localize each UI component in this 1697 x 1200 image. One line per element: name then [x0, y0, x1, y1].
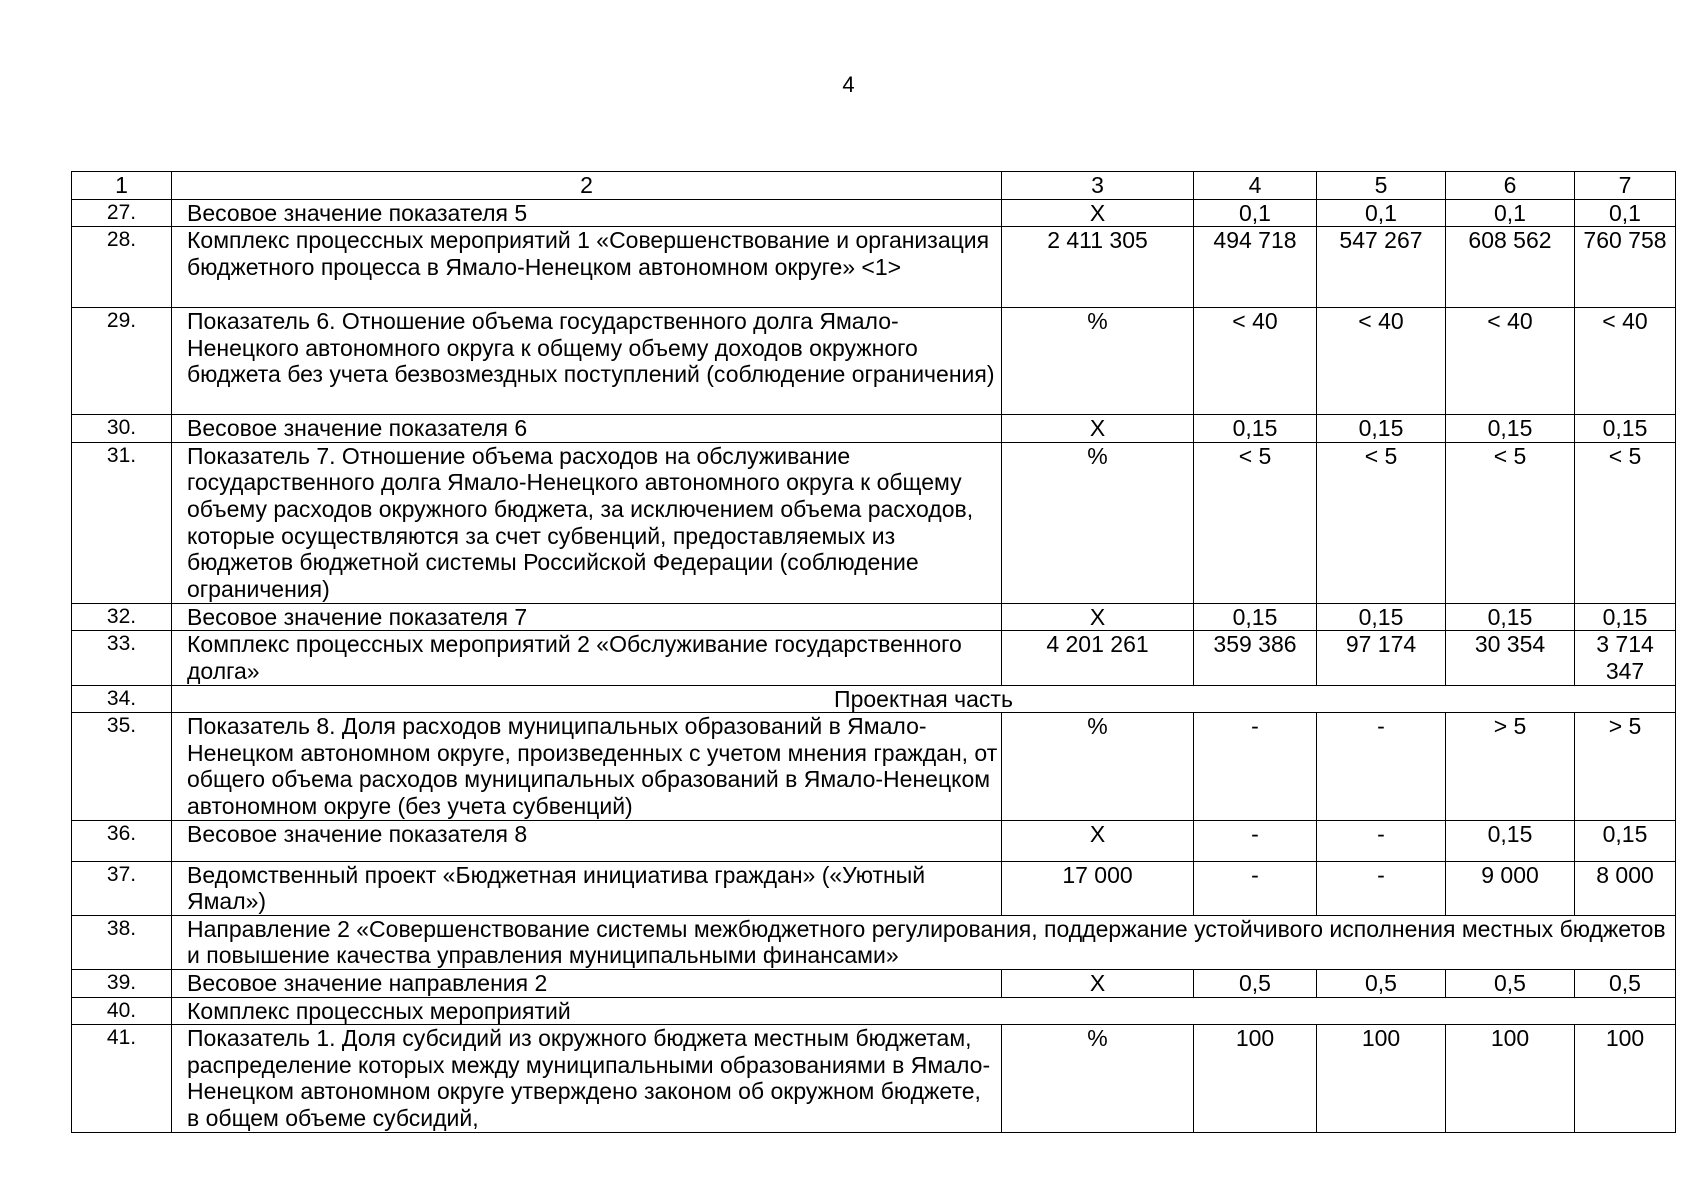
row-col3: % — [1002, 713, 1194, 820]
row-col3: X — [1002, 820, 1194, 861]
table-row — [72, 603, 1676, 631]
row-col5: 100 — [1317, 1025, 1446, 1133]
table-row — [72, 861, 1676, 915]
row-col3: X — [1002, 603, 1194, 631]
row-number: 40. — [72, 997, 172, 1025]
table-row — [72, 308, 1676, 415]
row-col4: 100 — [1194, 1025, 1317, 1133]
row-name: Весовое значение показателя 6 — [172, 415, 1002, 443]
row-col5: - — [1317, 861, 1446, 915]
row-col3: 4 201 261 — [1002, 631, 1194, 685]
header-cell: 4 — [1194, 172, 1317, 200]
row-col7: 100 — [1575, 1025, 1676, 1133]
row-name: Комплекс процессных мероприятий 1 «Совершенствование и организация бюджетного процесса в Ямало-Ненецком автономном округе» <1> — [172, 227, 1002, 308]
header-cell: 3 — [1002, 172, 1194, 200]
row-col5: - — [1317, 713, 1446, 820]
table-row — [72, 1025, 1676, 1133]
row-number: 28. — [72, 227, 172, 308]
row-col3: X — [1002, 199, 1194, 227]
row-col4: 359 386 — [1194, 631, 1317, 685]
row-col6: 608 562 — [1446, 227, 1575, 308]
row-col6: < 40 — [1446, 308, 1575, 415]
row-col4: 0,15 — [1194, 603, 1317, 631]
row-number: 29. — [72, 308, 172, 415]
row-name: Весовое значение показателя 7 — [172, 603, 1002, 631]
table-row — [72, 713, 1676, 820]
row-number: 27. — [72, 199, 172, 227]
row-col3: 2 411 305 — [1002, 227, 1194, 308]
row-col5: 97 174 — [1317, 631, 1446, 685]
row-col5: 0,15 — [1317, 415, 1446, 443]
table-row — [72, 442, 1676, 603]
row-col3: % — [1002, 442, 1194, 603]
row-number: 39. — [72, 969, 172, 997]
table-row — [72, 199, 1676, 227]
row-col7: 0,15 — [1575, 820, 1676, 861]
row-name: Показатель 8. Доля расходов муниципальных образований в Ямало-Ненецком автономном округе, произведенных с учетом мнения граждан, от общего объема расходов муниципальных образований в Ямало-Ненецком автономном округе (без учета субвенций) — [172, 713, 1002, 820]
row-col6: < 5 — [1446, 442, 1575, 603]
row-col6: 0,15 — [1446, 603, 1575, 631]
row-col6: 100 — [1446, 1025, 1575, 1133]
section-title: Проектная часть — [172, 685, 1676, 713]
table-row — [72, 227, 1676, 308]
row-col7: < 40 — [1575, 308, 1676, 415]
row-col3: % — [1002, 1025, 1194, 1133]
header-cell: 1 — [72, 172, 172, 200]
row-number: 37. — [72, 861, 172, 915]
row-col6: 9 000 — [1446, 861, 1575, 915]
row-col6: > 5 — [1446, 713, 1575, 820]
table-row — [72, 685, 1676, 713]
row-col4: < 40 — [1194, 308, 1317, 415]
row-col6: 0,1 — [1446, 199, 1575, 227]
row-col5: 0,15 — [1317, 603, 1446, 631]
row-number: 30. — [72, 415, 172, 443]
row-col7: > 5 — [1575, 713, 1676, 820]
row-name: Весовое значение показателя 8 — [172, 820, 1002, 861]
table-row — [72, 997, 1676, 1025]
row-col7: 0,1 — [1575, 199, 1676, 227]
page-number: 4 — [842, 72, 855, 97]
table-row — [72, 969, 1676, 997]
table-row — [72, 415, 1676, 443]
table-row — [72, 915, 1676, 969]
row-name: Весовое значение показателя 5 — [172, 199, 1002, 227]
row-number: 36. — [72, 820, 172, 861]
row-number: 34. — [72, 685, 172, 713]
header-cell: 2 — [172, 172, 1002, 200]
row-name: Показатель 6. Отношение объема государственного долга Ямало-Ненецкого автономного округа к общему объему доходов окружного бюджета без учета безвозмездных поступлений (соблюдение ограничения) — [172, 308, 1002, 415]
row-number: 32. — [72, 603, 172, 631]
row-col3: 17 000 — [1002, 861, 1194, 915]
row-col7: 0,15 — [1575, 603, 1676, 631]
row-col4: 0,15 — [1194, 415, 1317, 443]
row-col4: < 5 — [1194, 442, 1317, 603]
table-row — [72, 820, 1676, 861]
row-col6: 0,15 — [1446, 415, 1575, 443]
row-col5: 0,5 — [1317, 969, 1446, 997]
row-number: 41. — [72, 1025, 172, 1133]
row-col4: - — [1194, 861, 1317, 915]
table-header-row — [72, 172, 1676, 200]
row-name: Комплекс процессных мероприятий 2 «Обслуживание государственного долга» — [172, 631, 1002, 685]
header-cell: 7 — [1575, 172, 1676, 200]
indicators-table — [71, 171, 1676, 1133]
row-col7: 0,5 — [1575, 969, 1676, 997]
row-col4: 494 718 — [1194, 227, 1317, 308]
row-col7: 760 758 — [1575, 227, 1676, 308]
header-cell: 6 — [1446, 172, 1575, 200]
subsection-title: Комплекс процессных мероприятий — [172, 997, 1676, 1025]
row-col6: 30 354 — [1446, 631, 1575, 685]
row-col7: 8 000 — [1575, 861, 1676, 915]
row-col3: % — [1002, 308, 1194, 415]
row-col7: 3 714 347 — [1575, 631, 1676, 685]
row-col5: 547 267 — [1317, 227, 1446, 308]
row-number: 33. — [72, 631, 172, 685]
row-col4: - — [1194, 820, 1317, 861]
row-col5: 0,1 — [1317, 199, 1446, 227]
row-name: Показатель 7. Отношение объема расходов на обслуживание государственного долга Ямало-Ненецкого автономного округа к общему объему расходов окружного бюджета, за исключением объема расходов, которые осуществляются за счет субвенций, предоставляемых из бюджетов бюджетной системы Российской Федерации (соблюдение ограничения) — [172, 442, 1002, 603]
row-col7: 0,15 — [1575, 415, 1676, 443]
row-number: 35. — [72, 713, 172, 820]
row-col3: X — [1002, 415, 1194, 443]
row-col7: < 5 — [1575, 442, 1676, 603]
row-name: Ведомственный проект «Бюджетная инициатива граждан» («Уютный Ямал») — [172, 861, 1002, 915]
row-name: Весовое значение направления 2 — [172, 969, 1002, 997]
row-col5: - — [1317, 820, 1446, 861]
row-col6: 0,5 — [1446, 969, 1575, 997]
row-number: 38. — [72, 915, 172, 969]
direction-title: Направление 2 «Совершенствование системы межбюджетного регулирования, поддержание устойчивого исполнения местных бюджетов и повышение качества управления муниципальными финансами» — [172, 915, 1676, 969]
row-name: Показатель 1. Доля субсидий из окружного бюджета местным бюджетам, распределение которых между муниципальными образованиями в Ямало-Ненецком автономном округе утверждено законом об окружном бюджете, в общем объеме субсидий, — [172, 1025, 1002, 1133]
row-col3: X — [1002, 969, 1194, 997]
row-col6: 0,15 — [1446, 820, 1575, 861]
row-col5: < 40 — [1317, 308, 1446, 415]
table-row — [72, 631, 1676, 685]
row-col4: - — [1194, 713, 1317, 820]
row-col4: 0,5 — [1194, 969, 1317, 997]
header-cell: 5 — [1317, 172, 1446, 200]
row-col5: < 5 — [1317, 442, 1446, 603]
row-number: 31. — [72, 442, 172, 603]
row-col4: 0,1 — [1194, 199, 1317, 227]
